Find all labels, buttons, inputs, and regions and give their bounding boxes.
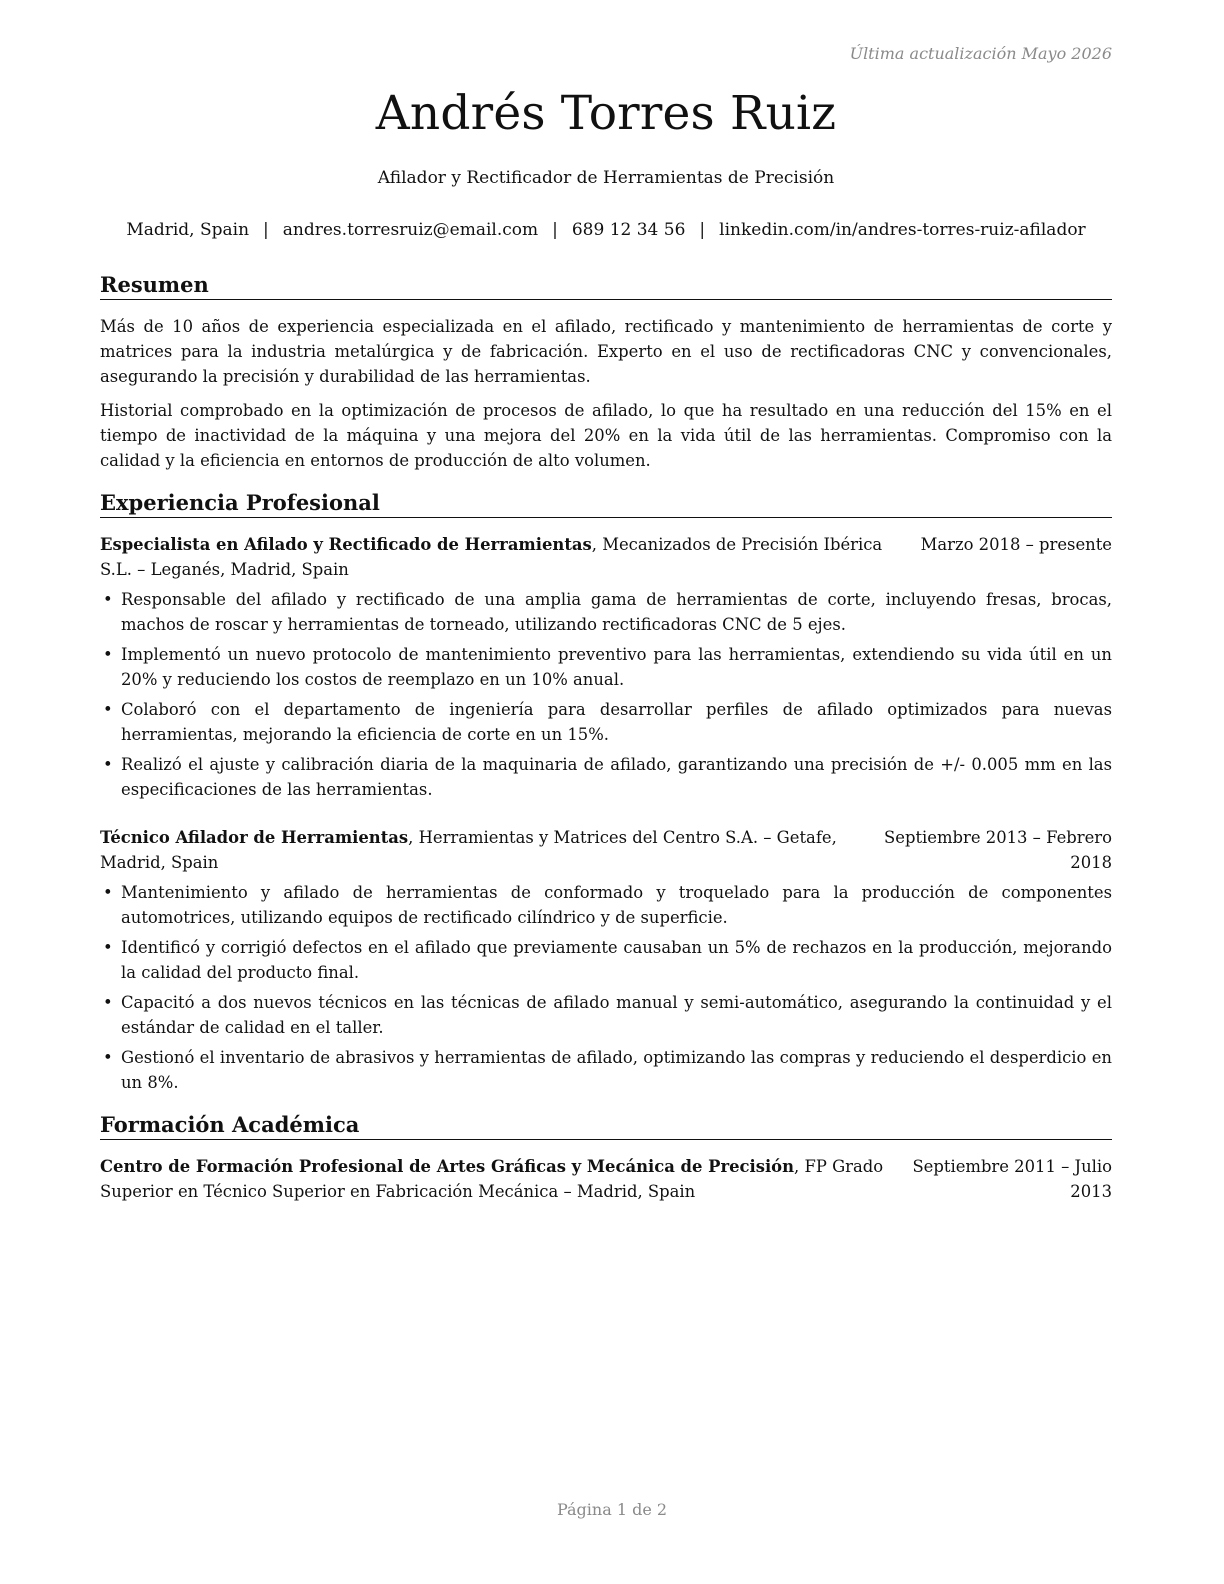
job-company-location: S.L. – Leganés, Madrid, Spain — [100, 560, 349, 579]
job-role: Especialista en Afilado y Rectificado de Herramientas — [100, 535, 592, 554]
last-updated: Última actualización Mayo 2026 — [849, 44, 1112, 63]
section-title-education: Formación Académica — [100, 1112, 1112, 1140]
education-date-continued: 2013 — [1070, 1182, 1112, 1201]
summary-paragraph: Más de 10 años de experiencia especializada en el afilado, rectificado y mantenimiento de herramientas de corte y matrices para la industria metalúrgica y de fabricación. Experto en el uso de rectificadoras CNC y convencionales, asegurando la precisión y durabilidad de las herramientas. — [100, 317, 1112, 386]
job-header — [100, 532, 1112, 582]
job-company-location: Madrid, Spain — [100, 853, 219, 872]
candidate-name: Andrés Torres Ruiz — [375, 86, 837, 141]
job-role: Técnico Afilador de Herramientas — [100, 828, 409, 847]
list-item: • Gestionó el inventario de abrasivos y herramientas de afilado, optimizando las compras y reduciendo el desperdicio en un 8%. — [103, 1048, 1112, 1092]
education-entry — [100, 1154, 1112, 1204]
list-item: • Implementó un nuevo protocolo de mantenimiento preventivo para las herramientas, extendiendo su vida útil en un 20% y reduciendo los costos de reemplazo en un 10% anual. — [103, 645, 1112, 689]
contact-line — [80, 220, 1132, 240]
education-degree-continued: Superior en Técnico Superior en Fabricación Mecánica – Madrid, Spain — [100, 1182, 696, 1201]
job-date: Marzo 2018 – presente — [920, 535, 1112, 554]
list-item: • Capacitó a dos nuevos técnicos en las técnicas de afilado manual y semi-automático, asegurando la continuidad y el estándar de calidad en el taller. — [103, 993, 1112, 1037]
job-bullets — [100, 880, 1112, 1100]
education-date: Septiembre 2011 – Julio — [912, 1157, 1112, 1176]
list-item: • Realizó el ajuste y calibración diaria de la maquinaria de afilado, garantizando una precisión de +/- 0.005 mm en las especificaciones de las herramientas. — [103, 755, 1112, 799]
candidate-headline: Afilador y Rectificador de Herramientas de Precisión — [377, 168, 835, 188]
contact-location: Madrid, Spain — [126, 220, 250, 240]
list-item: • Identificó y corrigió defectos en el afilado que previamente causaban un 5% de rechazos en la producción, mejorando la calidad del producto final. — [103, 938, 1112, 982]
job-header — [100, 825, 1112, 875]
page-number: Página 1 de 2 — [556, 1500, 668, 1519]
contact-linkedin[interactable]: linkedin.com/in/andres-torres-ruiz-afilador — [719, 220, 1086, 240]
contact-separator: | — [263, 220, 269, 240]
summary-paragraph: Historial comprobado en la optimización de procesos de afilado, lo que ha resultado en una reducción del 15% en el tiempo de inactividad de la máquina y una mejora del 20% en la vida útil de las herramientas. Compromiso con la calidad y la eficiencia en entornos de producción de alto volumen. — [100, 401, 1112, 470]
job-date-continued: 2018 — [1070, 853, 1112, 872]
list-item: • Colaboró con el departamento de ingeniería para desarrollar perfiles de afilado optimizados para nuevas herramientas, mejorando la eficiencia de corte en un 15%. — [103, 700, 1112, 744]
job-bullets — [100, 587, 1112, 807]
education-institution: Centro de Formación Profesional de Artes Gráficas y Mecánica de Precisión — [100, 1157, 795, 1176]
section-title-experience: Experiencia Profesional — [100, 490, 1112, 518]
job-date: Septiembre 2013 – Febrero — [884, 828, 1112, 847]
contact-separator: | — [699, 220, 706, 240]
contact-phone: 689 12 34 56 — [571, 220, 686, 240]
list-item: • Responsable del afilado y rectificado de una amplia gama de herramientas de corte, incluyendo fresas, brocas, machos de roscar y herramientas de torneado, utilizando rectificadoras CNC de 5 ejes. — [103, 590, 1112, 634]
section-title-summary: Resumen — [100, 272, 1112, 300]
contact-email[interactable]: andres.torresruiz@email.com — [282, 220, 539, 240]
contact-separator: | — [552, 220, 558, 240]
list-item: • Mantenimiento y afilado de herramientas de conformado y troquelado para la producción de componentes automotrices, utilizando equipos de rectificado cilíndrico y de superficie. — [103, 883, 1112, 927]
education-degree: , FP Grado — [794, 1157, 884, 1176]
job-company: , Mecanizados de Precisión Ibérica — [591, 535, 883, 554]
job-company: , Herramientas y Matrices del Centro S.A. – Getafe, — [408, 828, 837, 847]
